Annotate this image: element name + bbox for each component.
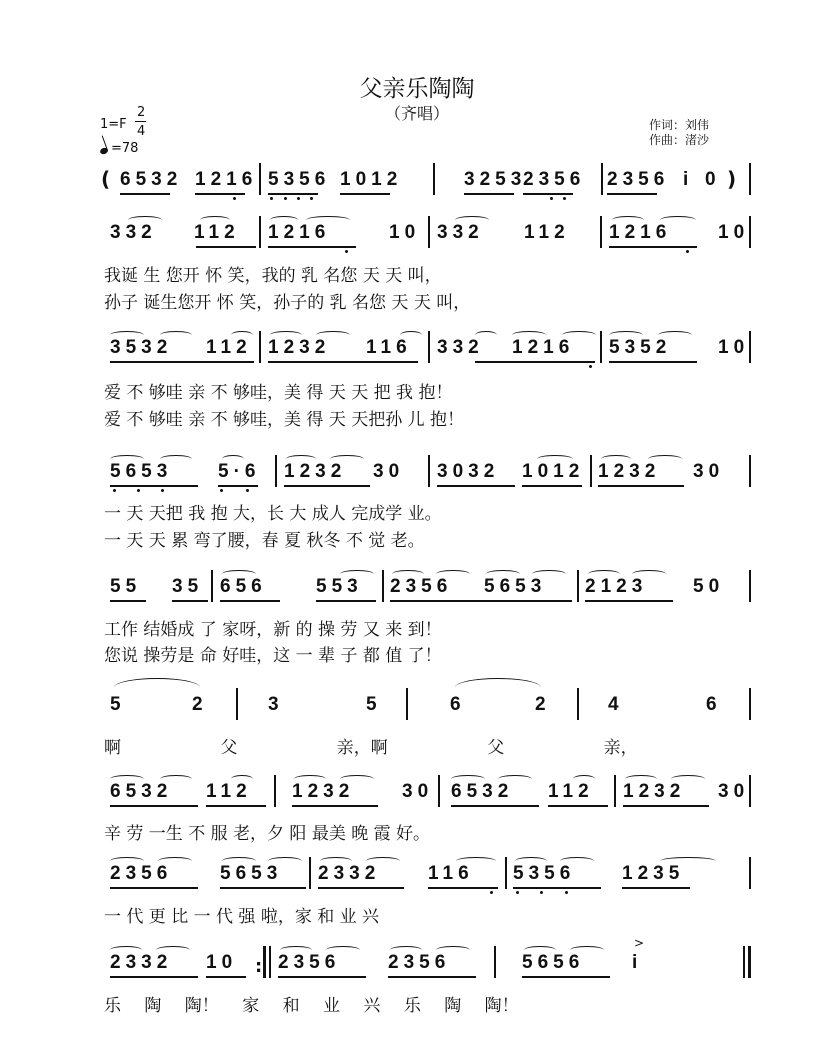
lyric-line: 一 天 天把 我 抱 大，长 大 成人 完成学 业。 bbox=[104, 504, 442, 524]
lyric-line: 一 天 天 累 弯了腰，春 夏 秋冬 不 觉 老。 bbox=[104, 531, 425, 551]
note-group: 0 bbox=[705, 169, 721, 190]
close-paren: ) bbox=[727, 167, 737, 191]
note-group: 112 bbox=[206, 337, 252, 358]
lyric-line: 爱 不 够哇 亲 不 够哇，美 得 天 天 把 我 抱！ bbox=[104, 383, 453, 403]
barline bbox=[406, 688, 408, 720]
barline bbox=[590, 455, 592, 487]
note-group: 1232 bbox=[598, 461, 661, 482]
note-group: 553 bbox=[316, 576, 363, 597]
score-row-6 bbox=[0, 775, 834, 817]
score-row-5 bbox=[0, 688, 834, 730]
note-group: 10 bbox=[389, 222, 421, 243]
lyric-line: 您说 操劳是 命 好哇，这 一 辈 子 都 值 了！ bbox=[104, 646, 442, 666]
barline bbox=[428, 455, 430, 487]
barline bbox=[749, 163, 751, 195]
barline bbox=[743, 946, 745, 978]
note-group: 5352 bbox=[609, 337, 672, 358]
note-group: 656 bbox=[220, 576, 267, 597]
note-group: 55 bbox=[110, 576, 142, 597]
note-group: 5653 bbox=[484, 576, 547, 597]
lyric-line: 我诞 生 您开 怀 笑，我的 乳 名您 天 天 叫， bbox=[104, 266, 442, 286]
barline bbox=[259, 331, 261, 363]
note-group: 1012 bbox=[340, 169, 403, 190]
barline bbox=[505, 857, 507, 889]
repeat-barline bbox=[263, 946, 266, 978]
lyric-line: 孙子 诞生您开 怀 笑，孙子的 乳 名您 天 天 叫， bbox=[104, 293, 471, 313]
note-group: 2 bbox=[192, 694, 208, 715]
note-group: 30 bbox=[718, 781, 750, 802]
score-row-intro bbox=[0, 163, 834, 205]
score-row-1 bbox=[0, 216, 834, 258]
key-signature: 1=F bbox=[100, 117, 127, 132]
time-signature-denominator: 4 bbox=[137, 124, 146, 139]
note-group: 5 bbox=[366, 694, 382, 715]
score-row-4 bbox=[0, 570, 834, 612]
note-group: 3532 bbox=[110, 337, 173, 358]
note-group: i bbox=[683, 169, 694, 190]
accent-mark-icon: > bbox=[634, 936, 645, 950]
barline bbox=[433, 163, 435, 195]
note-group: i bbox=[632, 952, 643, 973]
note-group: 6532 bbox=[120, 169, 183, 190]
tempo-marking: =78 bbox=[111, 141, 139, 156]
composer-credit: 作曲：渚沙 bbox=[649, 133, 710, 147]
note-group: 5656 bbox=[522, 952, 585, 973]
note-group: 2 bbox=[535, 694, 551, 715]
barline bbox=[428, 331, 430, 363]
barline bbox=[428, 216, 430, 248]
note-group: 1235 bbox=[622, 863, 685, 884]
note-group: 5·6 bbox=[218, 461, 261, 482]
note-group: 1216 bbox=[268, 222, 331, 243]
barline bbox=[749, 775, 751, 807]
note-group: 1232 bbox=[284, 461, 347, 482]
lyric-line: 乐 陶 陶！ 家 和 业 兴 乐 陶 陶！ bbox=[104, 996, 519, 1016]
barline bbox=[259, 216, 261, 248]
note-group: 332 bbox=[437, 337, 484, 358]
barline bbox=[211, 570, 213, 602]
final-barline bbox=[748, 946, 751, 978]
lyricist-credit: 作词：刘伟 bbox=[649, 118, 710, 132]
note-group: 2356 bbox=[110, 863, 173, 884]
note-group: 35 bbox=[172, 576, 204, 597]
lyric-line: 辛 劳 一生 不 服 老，夕 阳 最美 晚 霞 好。 bbox=[104, 824, 431, 844]
score-row-8 bbox=[0, 946, 834, 988]
note-group: 1216 bbox=[609, 222, 672, 243]
note-group: 2356 bbox=[278, 952, 341, 973]
note-group: 50 bbox=[693, 576, 725, 597]
note-group: 1232 bbox=[292, 781, 355, 802]
open-paren: ( bbox=[101, 167, 111, 191]
barline bbox=[600, 331, 602, 363]
note-group: 5653 bbox=[110, 461, 173, 482]
note-group: 30 bbox=[693, 461, 725, 482]
repeat-dots: : bbox=[255, 956, 263, 977]
barline bbox=[749, 688, 751, 720]
note-group: 5 bbox=[110, 694, 126, 715]
score-row-3 bbox=[0, 455, 834, 497]
note-group: 6532 bbox=[451, 781, 514, 802]
note-group: 3032 bbox=[437, 461, 500, 482]
note-group: 30 bbox=[402, 781, 434, 802]
barline bbox=[438, 775, 440, 807]
quarter-note-icon bbox=[100, 137, 108, 156]
barline bbox=[309, 857, 311, 889]
barline bbox=[749, 857, 751, 889]
note-group: 116 bbox=[428, 863, 474, 884]
barline bbox=[749, 216, 751, 248]
note-group: 1216 bbox=[512, 337, 575, 358]
barline bbox=[274, 775, 276, 807]
note-group: 112 bbox=[548, 781, 594, 802]
barline bbox=[614, 775, 616, 807]
time-signature-numerator: 2 bbox=[137, 105, 146, 120]
note-group: 6 bbox=[706, 694, 722, 715]
note-group: 3253 bbox=[464, 169, 527, 190]
note-group: 112 bbox=[194, 222, 240, 243]
note-group: 2123 bbox=[585, 576, 648, 597]
note-group: 116 bbox=[366, 337, 412, 358]
lyric-line: 工作 结婚成 了 家呀，新 的 操 劳 又 来 到！ bbox=[104, 620, 442, 640]
note-group: 2356 bbox=[390, 576, 453, 597]
note-group: 2332 bbox=[110, 952, 173, 973]
barline bbox=[749, 570, 751, 602]
barline bbox=[269, 946, 271, 978]
note-group: 10 bbox=[718, 337, 750, 358]
barline bbox=[382, 570, 384, 602]
note-group: 3 bbox=[268, 694, 284, 715]
barline bbox=[749, 331, 751, 363]
lyric-line: 一 代 更 比 一 代 强 啦，家 和 业 兴 bbox=[104, 907, 380, 927]
note-group: 2356 bbox=[607, 169, 670, 190]
barline bbox=[600, 216, 602, 248]
song-subtitle: （齐唱） bbox=[384, 104, 449, 123]
barline bbox=[259, 163, 261, 195]
note-group: 5653 bbox=[220, 863, 283, 884]
song-title: 父亲乐陶陶 bbox=[359, 76, 475, 102]
lyric-line: 爱 不 够哇 亲 不 够哇，美 得 天 天把孙 儿 抱！ bbox=[104, 410, 465, 430]
barline bbox=[577, 688, 579, 720]
note-group: 1232 bbox=[268, 337, 331, 358]
time-signature-line bbox=[135, 121, 146, 122]
barline bbox=[577, 570, 579, 602]
barline bbox=[749, 455, 751, 487]
note-group: 2356 bbox=[523, 169, 586, 190]
note-group: 1232 bbox=[623, 781, 686, 802]
note-group: 5356 bbox=[268, 169, 331, 190]
note-group: 10 bbox=[206, 952, 238, 973]
barline bbox=[494, 946, 496, 978]
note-group: 112 bbox=[524, 222, 570, 243]
score-row-2 bbox=[0, 331, 834, 373]
note-group: 4 bbox=[608, 694, 624, 715]
lyric-line: 啊 父 亲，啊 父 亲， bbox=[104, 738, 638, 758]
barline bbox=[275, 455, 277, 487]
note-group: 112 bbox=[206, 781, 252, 802]
note-group: 1216 bbox=[195, 169, 258, 190]
note-group: 5356 bbox=[513, 863, 576, 884]
note-group: 332 bbox=[110, 222, 157, 243]
barline bbox=[601, 163, 603, 195]
note-group: 6 bbox=[450, 694, 466, 715]
barline bbox=[236, 688, 238, 720]
note-group: 1012 bbox=[522, 461, 585, 482]
note-group: 30 bbox=[373, 461, 405, 482]
note-group: 2356 bbox=[388, 952, 451, 973]
note-group: 10 bbox=[718, 222, 750, 243]
note-group: 332 bbox=[437, 222, 484, 243]
score-row-7 bbox=[0, 857, 834, 899]
note-group: 6532 bbox=[110, 781, 173, 802]
note-group: 2332 bbox=[318, 863, 381, 884]
